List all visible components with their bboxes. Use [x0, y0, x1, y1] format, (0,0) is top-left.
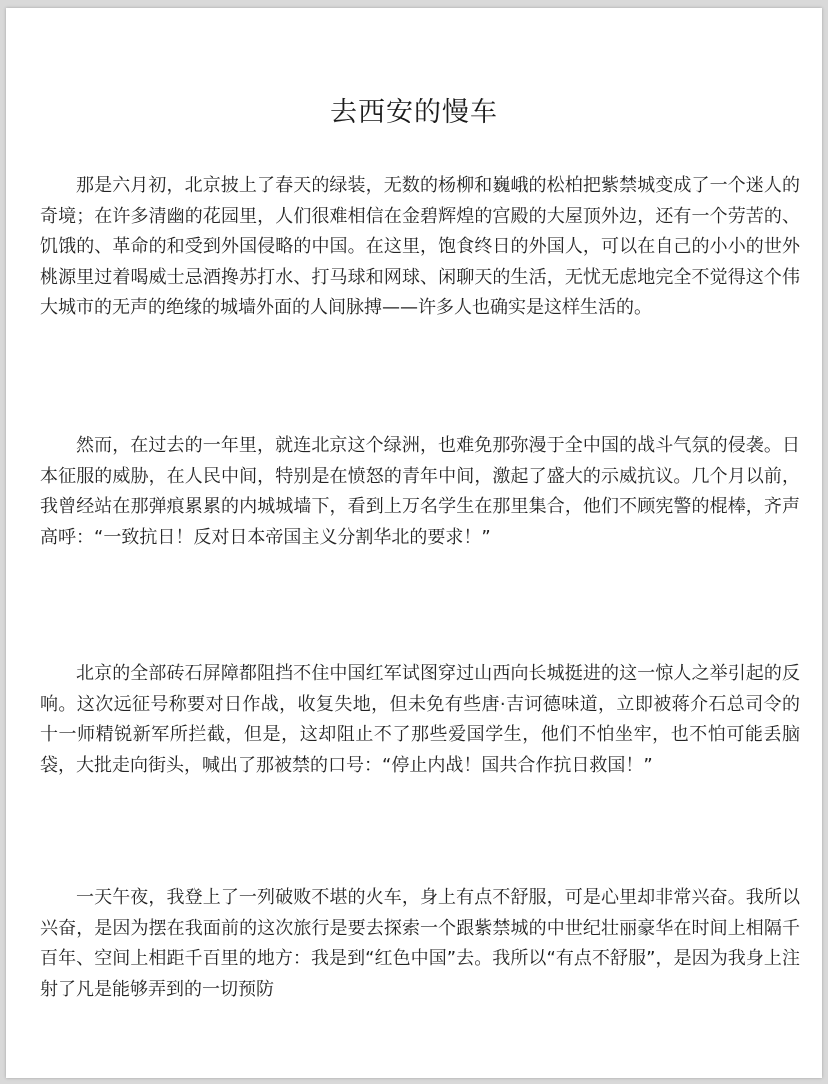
- paragraph-1: 那是六月初，北京披上了春天的绿装，无数的杨柳和巍峨的松柏把紫禁城变成了一个迷人的奇境；在许多清幽的花园里，人们很难相信在金碧辉煌的宫殿的大屋顶外边，还有一个劳苦的、饥饿的、革命的和受到外国侵略的中国。在这里，饱食终日的外国人，可以在自己的小小的世外桃源里过着喝威士忌酒搀苏打水、打马球和网球、闲聊天的生活，无忧无虑地完全不觉得这个伟大城市的无声的绝缘的城墙外面的人间脉搏——许多人也确实是这样生活的。: [40, 175, 800, 318]
- document-title: 去西安的慢车: [330, 97, 498, 128]
- paragraph-3: 北京的全部砖石屏障都阻挡不住中国红军试图穿过山西向长城挺进的这一惊人之举引起的反响。这次远征号称要对日作战，收复失地，但未免有些唐·吉诃德味道，立即被蒋介石总司令的十一师精锐新军所拦截，但是，这却阻止不了那些爱国学生，他们不怕坐牢，也不怕可能丢脑袋，大批走向街头，喊出了那被禁的口号：“停止内战！国共合作抗日救国！”: [40, 663, 800, 776]
- paragraph-2: 然而，在过去的一年里，就连北京这个绿洲，也难免那弥漫于全中国的战斗气氛的侵袭。日本征服的威胁，在人民中间，特别是在愤怒的青年中间，激起了盛大的示威抗议。几个月以前，我曾经站在那弹痕累累的内城城墙下，看到上万名学生在那里集合，他们不顾宪警的棍棒，齐声高呼：“一致抗日！反对日本帝国主义分割华北的要求！”: [40, 435, 800, 548]
- paragraph-4: 一天午夜，我登上了一列破败不堪的火车，身上有点不舒服，可是心里却非常兴奋。我所以兴奋，是因为摆在我面前的这次旅行是要去探索一个跟紫禁城的中世纪壮丽豪华在时间上相隔千百年、空间上相距千百里的地方：我是到“红色中国”去。我所以“有点不舒服”，是因为我身上注射了凡是能够弄到的一切预防: [40, 887, 800, 1000]
- document-page: [6, 8, 822, 1078]
